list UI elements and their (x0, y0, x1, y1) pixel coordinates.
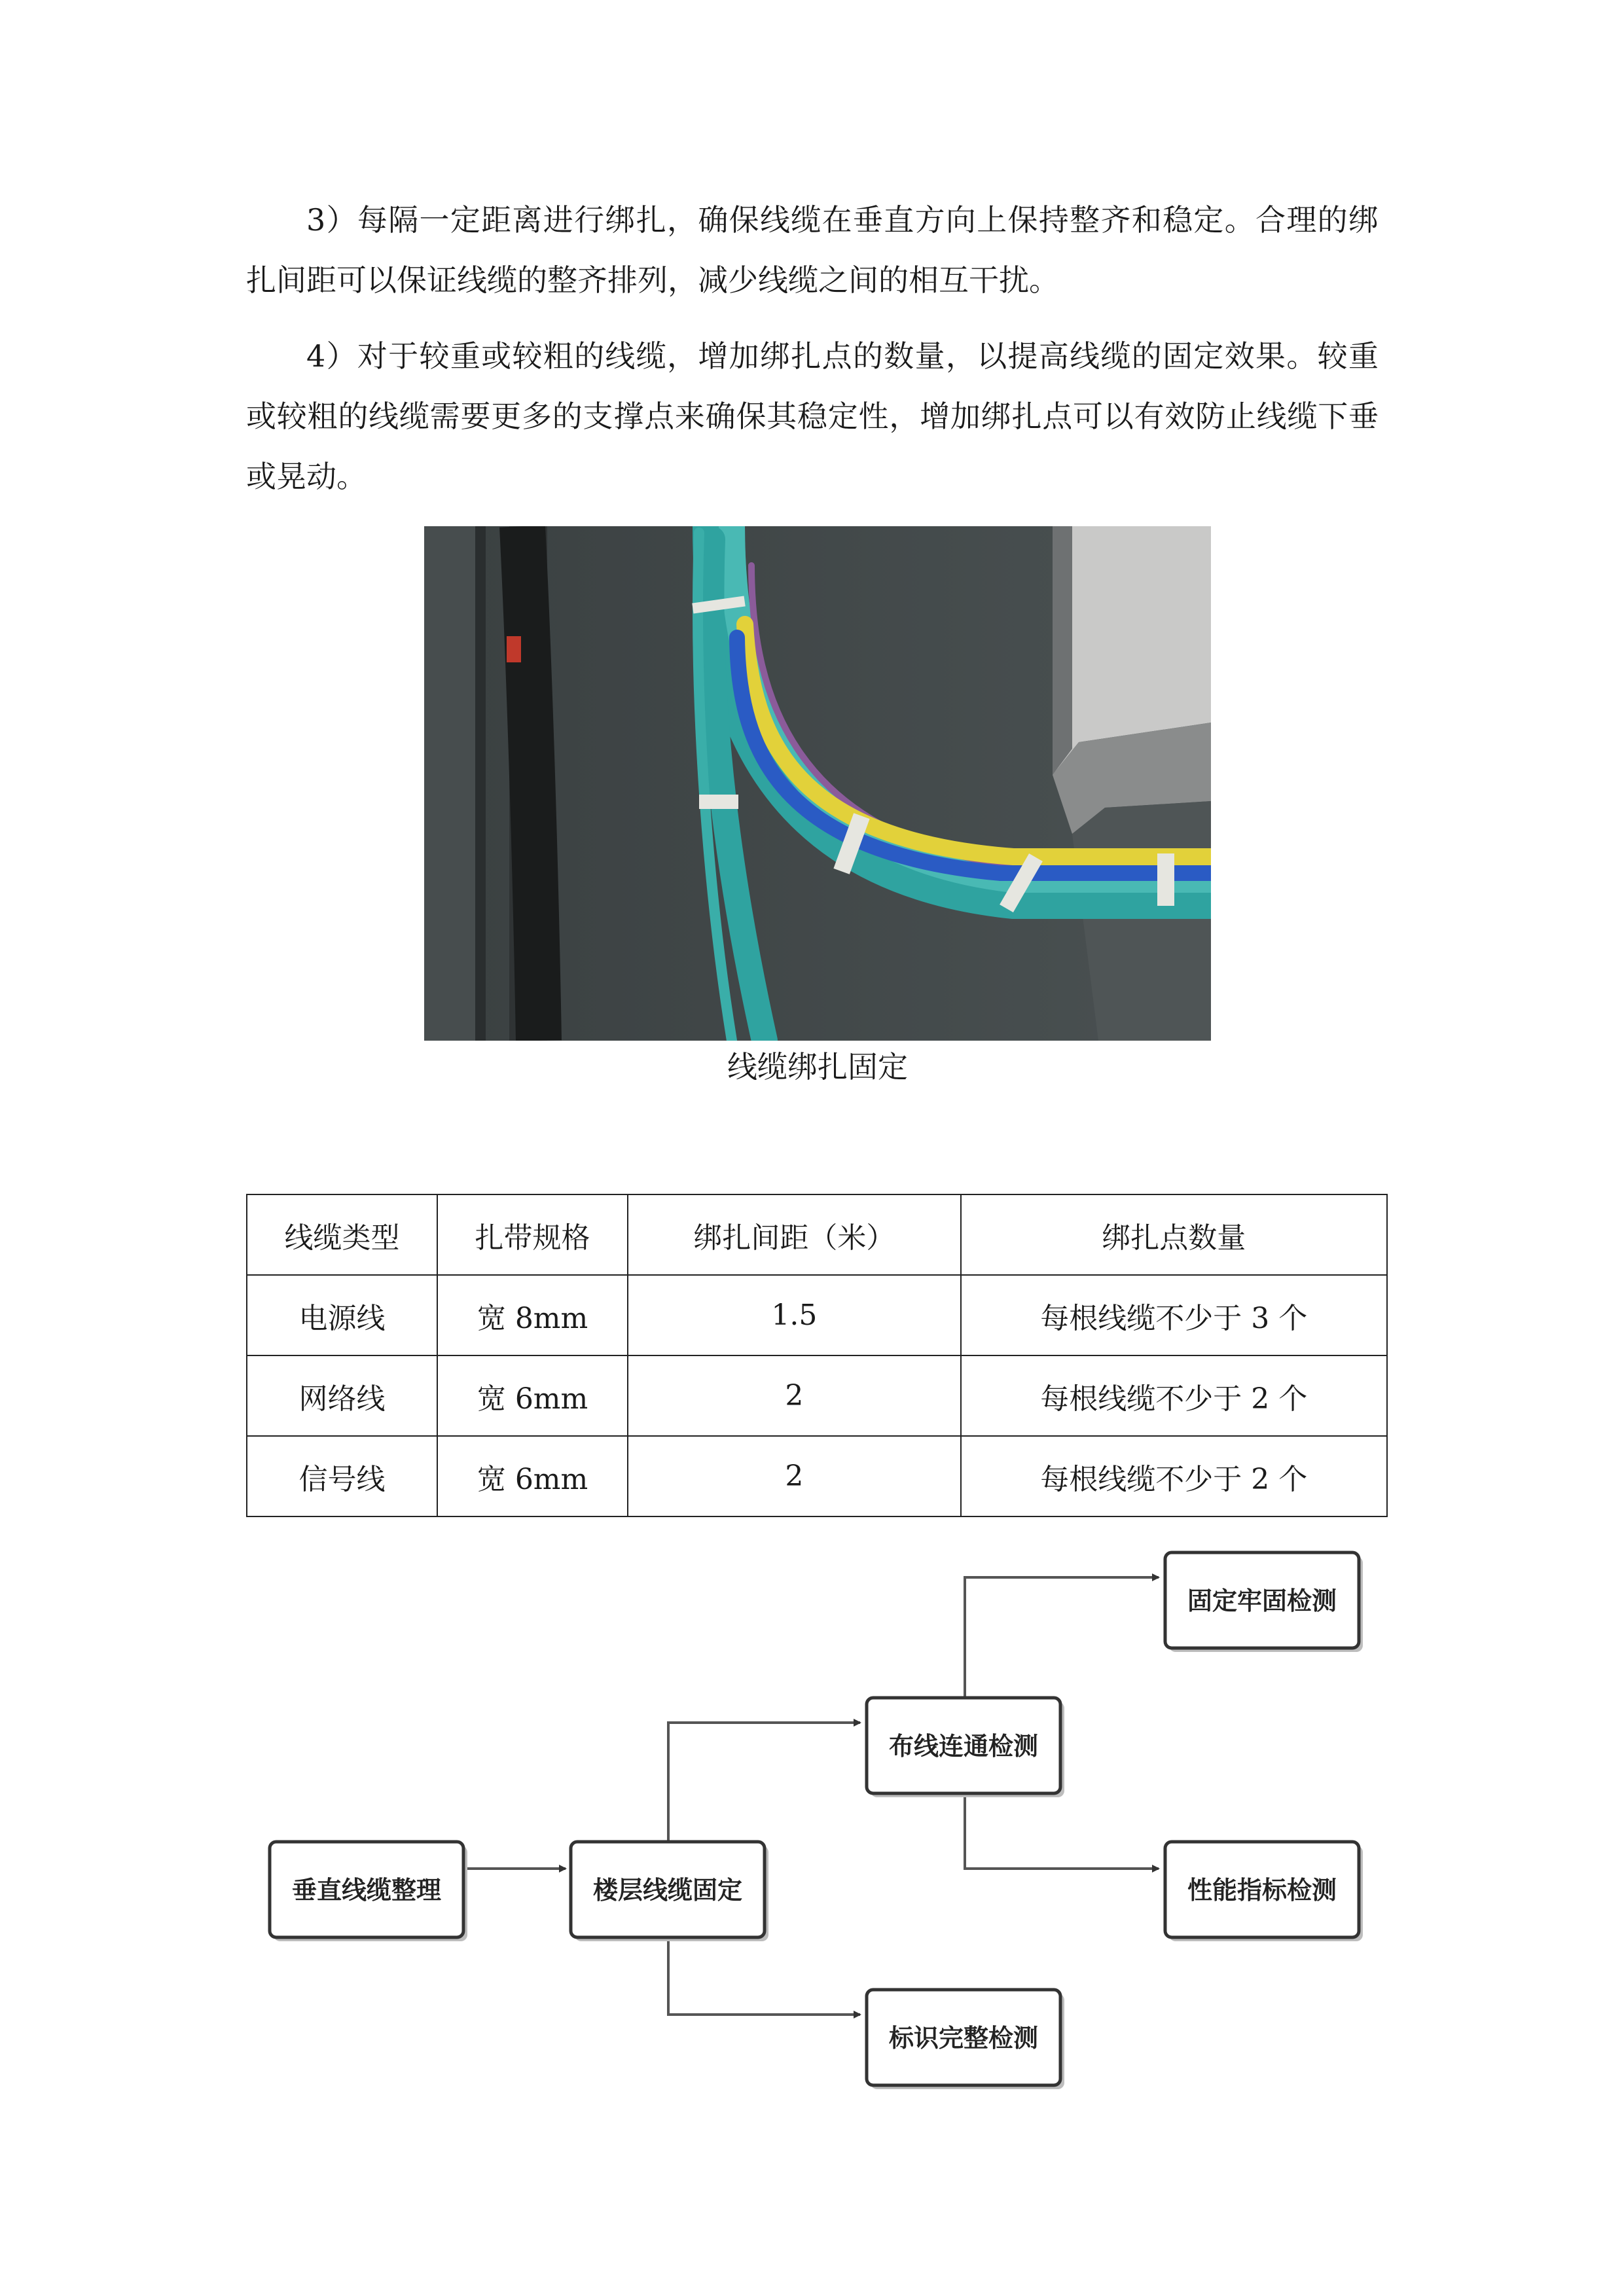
node-label: 楼层线缆固定 (592, 1876, 743, 1905)
table-header-cell: 线缆类型 (247, 1194, 437, 1275)
node-label: 固定牢固检测 (1187, 1587, 1337, 1615)
table-cell: 1.5 (628, 1275, 960, 1355)
node-label: 性能指标检测 (1187, 1876, 1337, 1905)
table-cell: 宽 6mm (437, 1436, 628, 1516)
paragraph-3: 3）每隔一定距离进行绑扎，确保线缆在垂直方向上保持整齐和稳定。合理的绑扎间距可以保证线缆的整齐排列，减少线缆之间的相互干扰。 (246, 202, 1379, 298)
table-cell: 宽 6mm (437, 1355, 628, 1436)
inspection-flowchart (246, 1525, 1388, 2101)
binding-spec-table (246, 1194, 1388, 1517)
paragraph-4: 4）对于较重或较粗的线缆，增加绑扎点的数量，以提高线缆的固定效果。较重或较粗的线缆需要更多的支撑点来确保其稳定性，增加绑扎点可以有效防止线缆下垂或晃动。 (246, 338, 1379, 494)
table-cell: 每根线缆不少于 2 个 (961, 1436, 1387, 1516)
node-vertical-cable-sorting (270, 1842, 467, 1941)
table-header-cell: 绑扎点数量 (961, 1194, 1387, 1275)
cable-binding-photo (424, 526, 1211, 1041)
table-row (247, 1275, 1387, 1355)
table-header-cell: 扎带规格 (437, 1194, 628, 1275)
node-label: 垂直线缆整理 (291, 1876, 442, 1905)
table-cell: 2 (628, 1355, 960, 1436)
node-fixing-firmness-test (1165, 1552, 1363, 1652)
node-label: 布线连通检测 (888, 1732, 1039, 1761)
node-performance-index-test (1165, 1842, 1363, 1941)
table-header-row (247, 1194, 1387, 1275)
table-cell: 电源线 (247, 1275, 437, 1355)
connector-floor-to-wiring (668, 1723, 860, 1844)
table-cell: 每根线缆不少于 3 个 (961, 1275, 1387, 1355)
table-row (247, 1436, 1387, 1516)
table-cell: 网络线 (247, 1355, 437, 1436)
node-wiring-connectivity-test (867, 1698, 1064, 1797)
node-label: 标识完整检测 (888, 2024, 1039, 2053)
table-cell: 2 (628, 1436, 960, 1516)
node-floor-cable-fixing (571, 1842, 768, 1941)
table-cell: 宽 8mm (437, 1275, 628, 1355)
node-label-integrity-test (867, 1990, 1064, 2089)
figure-caption: 线缆绑扎固定 (727, 1049, 908, 1085)
table-cell: 信号线 (247, 1436, 437, 1516)
connector-wiring-to-fixed (965, 1577, 1159, 1698)
table-header-cell: 绑扎间距（米） (628, 1194, 960, 1275)
table-row (247, 1355, 1387, 1436)
table-cell: 每根线缆不少于 2 个 (961, 1355, 1387, 1436)
